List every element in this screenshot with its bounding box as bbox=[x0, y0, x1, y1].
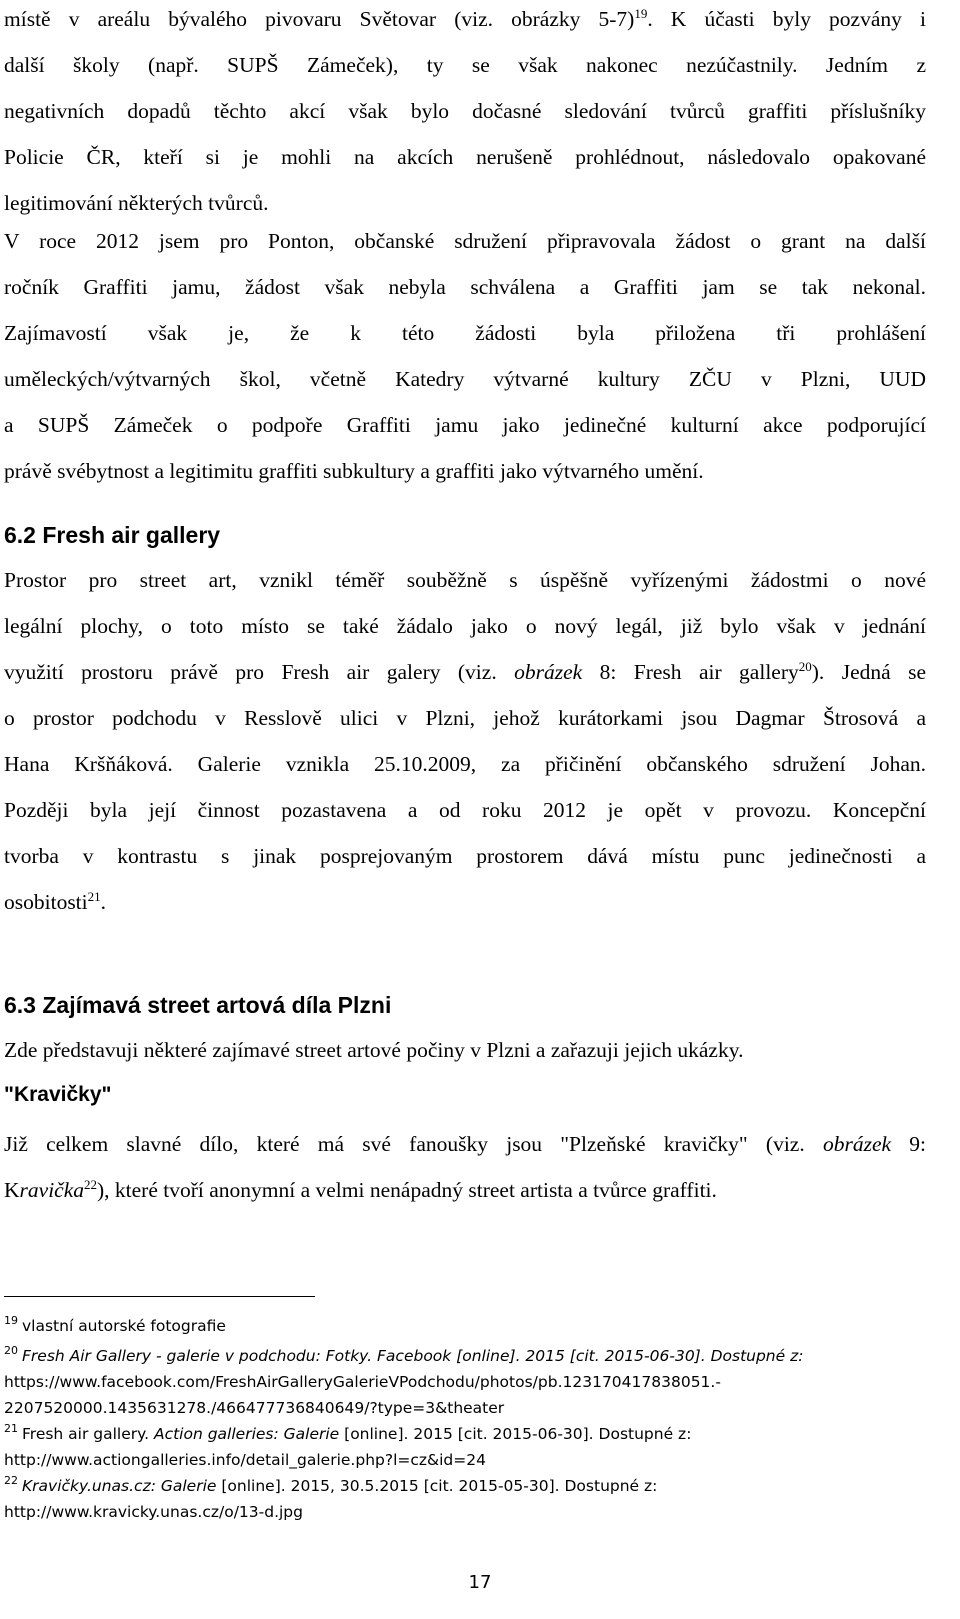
text-span: . K účasti byly pozvány i bbox=[647, 7, 926, 31]
text-line: negativních dopadů těchto akcí však bylo dočasné sledování tvůrců graffiti příslušníky bbox=[4, 99, 926, 123]
text-line: legální plochy, o toto místo se také žádalo jako o nový legál, již bylo však v jednání bbox=[4, 614, 926, 638]
footnote-19 bbox=[4, 1308, 934, 1339]
text-line: a SUPŠ Zámeček o podpoře Graffiti jamu jako jedinečné kulturní akce podporující bbox=[4, 413, 926, 437]
footnote-number: 20 bbox=[4, 1344, 18, 1357]
text-span: využití prostoru právě pro Fresh air galery (viz. bbox=[4, 660, 515, 684]
text-line: uměleckých/výtvarných škol, včetně Katedry výtvarné kultury ZČU v Plzni, UUD bbox=[4, 367, 926, 391]
footnote-url-line[interactable]: http://www.actiongalleries.info/detail_galerie.php?l=cz&id=24 bbox=[4, 1451, 486, 1469]
paragraph-kravicky bbox=[4, 1121, 926, 1213]
text-span: . bbox=[100, 890, 107, 914]
text-line bbox=[4, 649, 926, 695]
footnote-21 bbox=[4, 1416, 934, 1473]
paragraph-fresh-air-gallery bbox=[4, 557, 926, 925]
footnote-url-line[interactable]: https://www.facebook.com/FreshAirGalleryGalerieVPodchodu/photos/pb.123170417838051.- bbox=[4, 1373, 721, 1391]
text-line: právě svébytnost a legitimitu graffiti subkultury a graffiti jako výtvarného umění. bbox=[4, 459, 704, 483]
text-span: místě v areálu bývalého pivovaru Světovar (viz. obrázky 5-7) bbox=[4, 7, 635, 31]
text-line bbox=[4, 1121, 926, 1167]
text-line bbox=[4, 0, 926, 42]
paragraph-graffiti-jam-continued bbox=[4, 0, 926, 226]
footnote-url-line[interactable]: http://www.kravicky.unas.cz/o/13-d.jpg bbox=[4, 1503, 303, 1521]
footnote-separator bbox=[4, 1296, 315, 1297]
text-line bbox=[4, 879, 926, 925]
footnote-ref-22[interactable]: 22 bbox=[84, 1176, 97, 1192]
text-span: 9: bbox=[891, 1132, 926, 1156]
page-number: 17 bbox=[468, 1572, 492, 1593]
text-line: Zde představuji některé zajímavé street artové počiny v Plzni a zařazuji jejich ukázky. bbox=[4, 1038, 744, 1062]
footnote-number: 19 bbox=[4, 1314, 18, 1327]
footnote-ref-20[interactable]: 20 bbox=[798, 658, 812, 674]
text-line: Hana Kršňáková. Galerie vznikla 25.10.2009, za přičinění občanského sdružení Johan. bbox=[4, 752, 926, 776]
text-line: o prostor podchodu v Resslově ulici v Plzni, jehož kurátorkami jsou Dagmar Štrosová a bbox=[4, 706, 926, 730]
text-span: ), které tvoří anonymní a velmi nenápadný street artista a tvůrce graffiti. bbox=[97, 1178, 717, 1202]
footnote-number: 22 bbox=[4, 1474, 18, 1487]
footnote-text: Fresh Air Gallery - galerie v podchodu: Fotky. Facebook [online]. 2015 [cit. 2015-06-30]. Dostupné z: bbox=[22, 1347, 804, 1365]
footnote-ref-19[interactable]: 19 bbox=[634, 5, 648, 21]
paragraph-grant-application bbox=[4, 218, 926, 494]
footnote-text: [online]. 2015, 30.5.2015 [cit. 2015-05-30]. Dostupné z: bbox=[216, 1477, 658, 1495]
section-heading-6-3: 6.3 Zajímavá street artová díla Plzni bbox=[4, 992, 392, 1018]
text-line: Policie ČR, kteří si je mohli na akcích nerušeně prohlédnout, následovalo opakované bbox=[4, 145, 926, 169]
footnote-20 bbox=[4, 1338, 934, 1421]
section-heading-6-2: 6.2 Fresh air gallery bbox=[4, 522, 221, 548]
footnote-line bbox=[4, 1468, 934, 1499]
text-line: další školy (např. SUPŠ Zámeček), ty se však nakonec nezúčastnily. Jedním z bbox=[4, 53, 926, 77]
text-span: osobitosti bbox=[4, 890, 88, 914]
paragraph-intro-street-art bbox=[4, 1027, 926, 1073]
footnote-ref-21[interactable]: 21 bbox=[87, 888, 101, 904]
footnote-line bbox=[4, 1338, 934, 1369]
text-line: V roce 2012 jsem pro Ponton, občanské sdružení připravovala žádost o grant na další bbox=[4, 229, 926, 253]
footnote-22 bbox=[4, 1468, 934, 1525]
footnote-italic: Action galleries: Galerie bbox=[153, 1425, 340, 1443]
footnote-text: Fresh air gallery. bbox=[22, 1425, 154, 1443]
footnote-line bbox=[4, 1416, 934, 1447]
footnote-number: 21 bbox=[4, 1422, 18, 1435]
footnote-text: vlastní autorské fotografie bbox=[22, 1317, 226, 1335]
text-line: tvorba v kontrastu s jinak posprejovaným prostorem dává místu punc jedinečnosti a bbox=[4, 844, 926, 868]
text-line: Později byla její činnost pozastavena a od roku 2012 je opět v provozu. Koncepční bbox=[4, 798, 926, 822]
text-line: legitimování některých tvůrců. bbox=[4, 191, 269, 215]
italic-text: ravička bbox=[19, 1178, 84, 1202]
text-span: 8: Fresh air gallery bbox=[582, 660, 799, 684]
subheading-kravicky: "Kravičky" bbox=[4, 1083, 112, 1106]
text-line: ročník Graffiti jamu, žádost však nebyla schválena a Graffiti jam se tak nekonal. bbox=[4, 275, 926, 299]
text-line: Zajímavostí však je, že k této žádosti byla přiložena tři prohlášení bbox=[4, 321, 926, 345]
text-span: K bbox=[4, 1178, 20, 1202]
footnote-text: [online]. 2015 [cit. 2015-06-30]. Dostupné z: bbox=[339, 1425, 692, 1443]
footnote-line bbox=[4, 1308, 934, 1339]
italic-text: obrázek bbox=[514, 660, 583, 684]
footnote-url-line[interactable]: 2207520000.1435631278./466477736840649/?type=3&theater bbox=[4, 1399, 505, 1417]
italic-text: obrázek bbox=[822, 1132, 892, 1156]
text-span: Již celkem slavné dílo, které má své fanoušky jsou "Plzeňské kravičky" (viz. bbox=[4, 1132, 823, 1156]
text-line bbox=[4, 1167, 926, 1213]
text-span: ). Jedná se bbox=[811, 660, 927, 684]
footnote-italic: Kravičky.unas.cz: Galerie bbox=[22, 1477, 217, 1495]
text-line: Prostor pro street art, vznikl téměř souběžně s úspěšně vyřízenými žádostmi o nové bbox=[4, 568, 926, 592]
